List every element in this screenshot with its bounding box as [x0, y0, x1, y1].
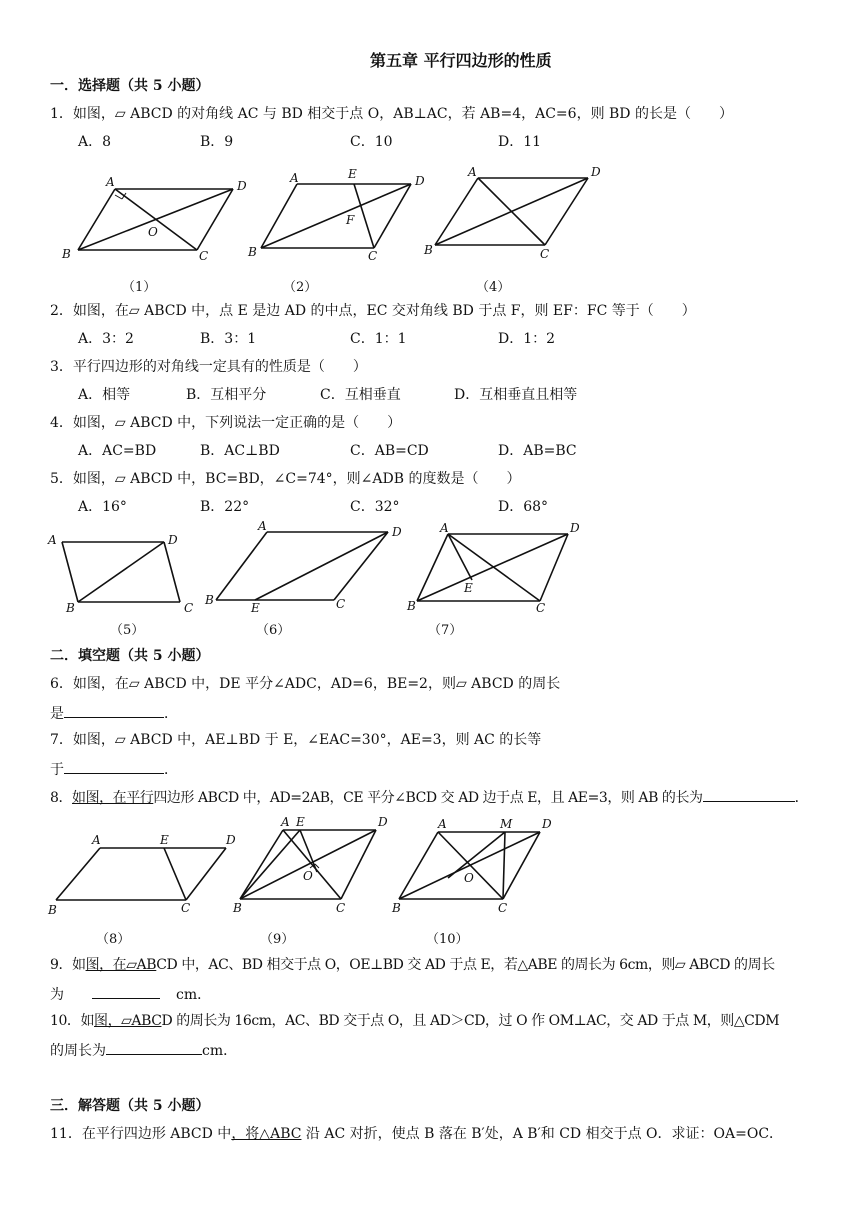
fig7-label-d: D [570, 521, 580, 535]
caption-fig-5: （5） [110, 623, 145, 638]
fig9-label-c: C [336, 901, 346, 915]
figure-2 [247, 167, 425, 263]
q5-option-d: D．68° [498, 499, 549, 515]
question-9-underlined: 图，在▱AB [85, 957, 157, 973]
question-10-post: D 的周长为 16cm，AC、BD 交于点 O，且 AD＞CD，过 O 作 OM⊥AC，交 AD 于点 M，则△CDM [161, 1013, 780, 1029]
question-8-end: ． [794, 790, 809, 806]
fig7-label-c: C [536, 601, 546, 615]
fig10-label-b: B [392, 901, 401, 915]
q1-option-a: A．8 [78, 134, 112, 150]
question-4: 4．如图，▱ ABCD 中，下列说法一定正确的是（ ） [50, 415, 402, 431]
q4-option-d: D．AB=BC [498, 443, 577, 459]
q3-option-d: D．互相垂直且相等 [454, 387, 578, 403]
question-1: 1．如图，▱ ABCD 的对角线 AC 与 BD 相交于点 O，AB⊥AC，若 AB=4，AC=6，则 BD 的长是（ ） [50, 106, 733, 122]
figure-row-1 [0, 165, 860, 288]
question-8-post: 四边形 ABCD 中，AD=2AB，CE 平分∠BCD 交 AD 边于点 E，且 AE=3，则 AB 的长为 [153, 790, 703, 806]
q5-option-c: C．32° [350, 499, 400, 515]
fig6-label-e: E [251, 601, 260, 615]
question-10-underlined: 图，▱ABC [94, 1013, 162, 1029]
fig7-label-b: B [407, 599, 416, 613]
figure-5 [47, 533, 193, 615]
q10-answer-blank[interactable] [106, 1040, 202, 1055]
question-7-prefix: 于 [50, 762, 64, 778]
question-7: 7．如图，▱ ABCD 中，AE⊥BD 于 E，∠EAC=30°，AE=3，则 AC 的长等 [50, 732, 542, 748]
fig9-label-o: O [303, 869, 313, 883]
q3-option-b: B．互相平分 [186, 387, 267, 403]
q3-option-a: A．相等 [78, 387, 131, 403]
question-5: 5．如图，▱ ABCD 中，BC=BD，∠C=74°，则∠ADB 的度数是（ ） [50, 471, 521, 487]
fig1-label-c: C [199, 249, 209, 263]
question-9-line2 [50, 984, 211, 1004]
fig5-label-b: B [66, 601, 75, 615]
question-11-post: 沿 AC 对折，使点 B 落在 B′处，A B′和 CD 相交于点 O．求证：OA=OC． [301, 1126, 784, 1142]
section-choice-heading: 一．选择题（共 5 小题） [50, 78, 210, 94]
q4-option-a: A．AC=BD [78, 443, 157, 459]
q3-option-c: C．互相垂直 [320, 387, 401, 403]
question-8-underlined: 如图，在平行 [72, 790, 154, 806]
fig10-label-a: A [438, 817, 447, 831]
fig4-label-a: A [468, 165, 477, 179]
fig9-label-e: E [296, 815, 305, 829]
fig8-label-d: D [226, 833, 236, 847]
caption-fig-4: （4） [476, 280, 511, 295]
fig6-label-c: C [336, 597, 346, 611]
figure-7 [406, 521, 580, 615]
fig2-label-e: E [348, 167, 357, 181]
fig1-label-a: A [106, 175, 115, 189]
question-11 [50, 1125, 783, 1143]
q6-answer-blank[interactable] [64, 703, 164, 718]
section-fill-heading: 二．填空题（共 5 小题） [50, 648, 210, 664]
q9-answer-blank[interactable] [92, 984, 160, 999]
fig6-label-b: B [205, 593, 214, 607]
fig9-label-a: A [281, 815, 290, 829]
figure-9 [232, 815, 388, 915]
q4-option-c: C．AB=CD [350, 443, 429, 459]
fig1-label-o: O [148, 225, 158, 239]
fig2-label-f: F [346, 213, 355, 227]
q5-option-a: A．16° [78, 499, 127, 515]
fig6-label-a: A [258, 519, 267, 533]
question-7-line2 [50, 759, 178, 779]
figure-4 [423, 165, 601, 261]
fig7-label-a: A [440, 521, 449, 535]
fig6-label-d: D [392, 525, 402, 539]
fig4-label-b: B [424, 243, 433, 257]
fig5-label-a: A [48, 533, 57, 547]
question-7-end: ． [164, 762, 178, 778]
fig1-label-b: B [62, 247, 71, 261]
caption-fig-10: （10） [426, 932, 469, 947]
fig5-label-c: C [184, 601, 194, 615]
caption-fig-6: （6） [256, 623, 291, 638]
question-6-line2 [50, 703, 178, 723]
fig8-label-c: C [181, 901, 191, 915]
figure-1 [61, 175, 247, 263]
q1-option-d: D．11 [498, 134, 542, 150]
q2-option-b: B．3：1 [200, 331, 257, 347]
question-6-end: ． [164, 706, 178, 722]
question-10-prefix: 的周长为 [50, 1043, 106, 1059]
caption-fig-8: （8） [96, 932, 131, 947]
figure-row-3 [0, 812, 860, 922]
question-2: 2．如图，在▱ ABCD 中，点 E 是边 AD 的中点，EC 交对角线 BD 于点 F，则 EF：FC 等于（ ） [50, 303, 696, 319]
fig10-label-d: D [542, 817, 552, 831]
fig5-label-d: D [168, 533, 178, 547]
figure-6 [204, 519, 402, 615]
q1-option-b: B．9 [200, 134, 234, 150]
caption-fig-1: （1） [122, 280, 157, 295]
question-6: 6．如图，在▱ ABCD 中，DE 平分∠ADC，AD=6，BE=2，则▱ ABCD 的周长 [50, 676, 561, 692]
question-10-line2 [50, 1040, 237, 1060]
question-10-unit: cm． [202, 1043, 238, 1059]
caption-fig-2: （2） [283, 280, 318, 295]
figure-10 [391, 817, 552, 915]
q2-option-d: D．1：2 [498, 331, 556, 347]
fig8-label-a: A [92, 833, 101, 847]
fig10-label-m: M [500, 817, 513, 831]
section-solve-heading: 三．解答题（共 5 小题） [50, 1098, 210, 1114]
question-10-pre: 10．如 [50, 1013, 95, 1029]
q5-option-b: B．22° [200, 499, 250, 515]
figure-row-2 [0, 519, 860, 632]
fig9-label-b: B [233, 901, 242, 915]
fig4-label-d: D [591, 165, 601, 179]
question-8-pre: 8． [50, 790, 73, 806]
question-8 [50, 787, 808, 807]
question-11-underlined: ，将△ABC [231, 1126, 302, 1142]
q4-option-b: B．AC⊥BD [200, 443, 280, 459]
fig2-label-c: C [368, 249, 378, 263]
q2-option-a: A．3：2 [78, 331, 134, 347]
question-6-prefix: 是 [50, 706, 64, 722]
fig2-label-b: B [248, 245, 257, 259]
page-title: 第五章 平行四边形的性质 [370, 51, 552, 70]
question-9 [50, 956, 775, 974]
q1-option-c: C．10 [350, 134, 393, 150]
figure-8 [47, 833, 236, 917]
question-9-unit: cm． [176, 987, 212, 1003]
fig2-label-d: D [415, 174, 425, 188]
caption-fig-7: （7） [428, 623, 463, 638]
question-9-pre: 9．如 [50, 957, 86, 973]
fig10-label-c: C [498, 901, 508, 915]
fig10-label-o: O [464, 871, 474, 885]
q7-answer-blank[interactable] [64, 759, 164, 774]
fig8-label-b: B [48, 903, 57, 917]
question-3: 3．平行四边形的对角线一定具有的性质是（ ） [50, 359, 367, 375]
fig9-label-d: D [378, 815, 388, 829]
question-11-pre: 11．在平行四边形 ABCD 中 [50, 1126, 232, 1142]
q2-option-c: C．1：1 [350, 331, 407, 347]
question-9-post: CD 中，AC、BD 相交于点 O，OE⊥BD 交 AD 于点 E，若△ABE 的周长为 6cm，则▱ ABCD 的周长 [156, 957, 775, 973]
fig2-label-a: A [290, 171, 299, 185]
question-10 [50, 1012, 779, 1030]
fig8-label-e: E [160, 833, 169, 847]
fig1-label-d: D [237, 179, 247, 193]
caption-fig-9: （9） [260, 932, 295, 947]
q8-answer-blank[interactable] [703, 787, 795, 802]
fig4-label-c: C [540, 247, 550, 261]
question-9-prefix: 为 [50, 987, 64, 1003]
fig7-label-e: E [464, 581, 473, 595]
